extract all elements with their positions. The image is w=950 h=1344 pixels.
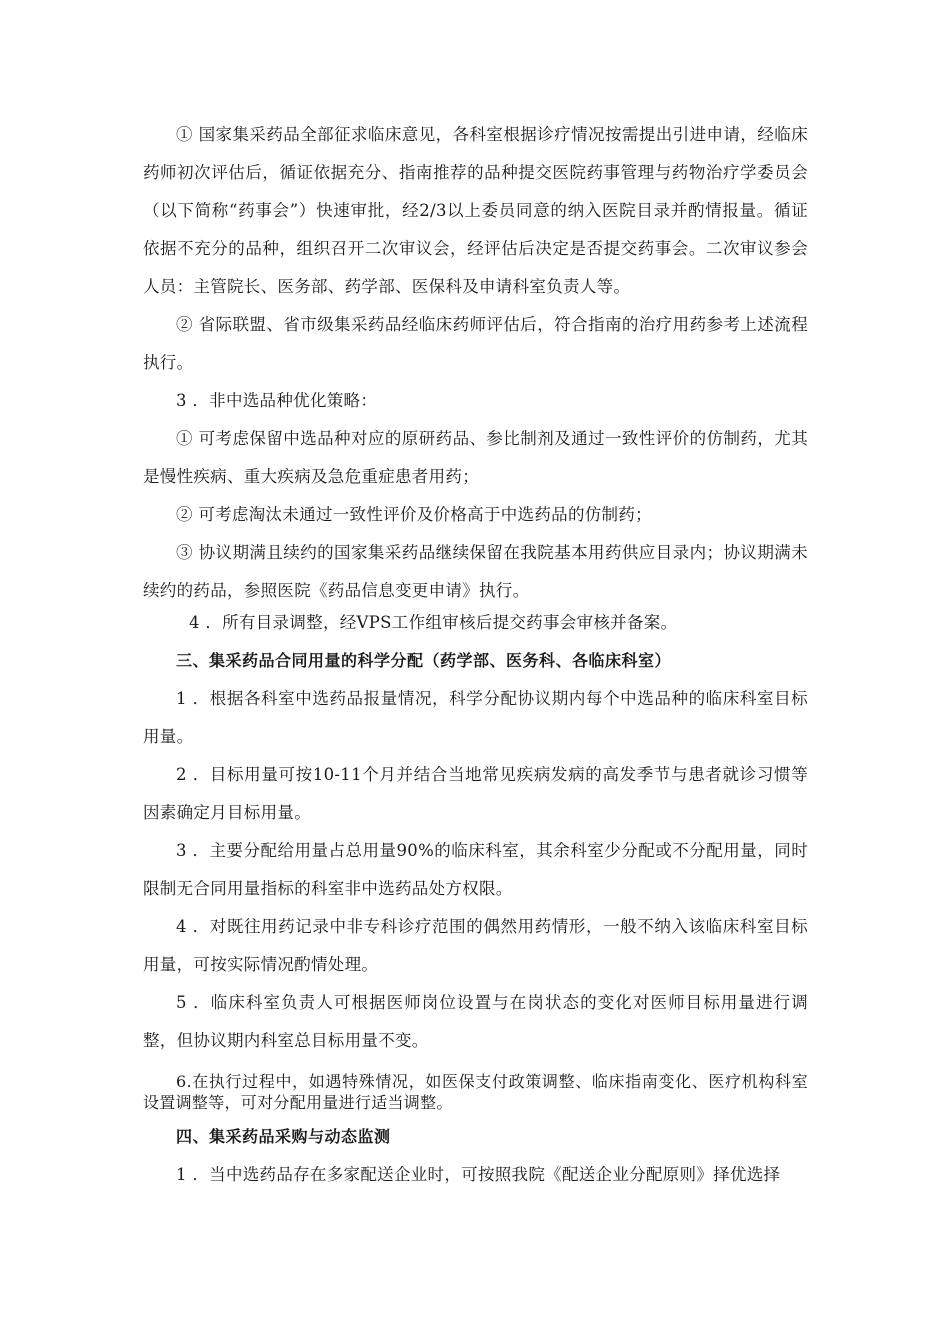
paragraph-occasional-usage: 4 ．对既往用药记录中非专科诊疗范围的偶然用药情形，一般不纳入该临床科室目标用量，可按实际情况酌情处理。: [143, 917, 808, 974]
paragraph-eliminate-generics: ② 可考虑淘汰未通过一致性评价及价格高于中选药品的仿制药；: [176, 505, 652, 524]
paragraph-monthly-target: 2 ．目标用量可按10-11个月并结合当地常见疾病发病的高发季节与患者就诊习惯等因素确定月目标用量。: [143, 765, 808, 822]
paragraph-department-head-adjustment: 5 ．临床科室负责人可根据医师岗位设置与在岗状态的变化对医师目标用量进行调整，但协议期内科室总目标用量不变。: [143, 993, 808, 1050]
paragraph-national-procurement-review: ① 国家集采药品全部征求临床意见，各科室根据诊疗情况按需提出引进申请，经临床药师初次评估后，循证依据充分、指南推荐的品种提交医院药事管理与药物治疗学委员会（以下简称“药事会”）快速审批，经2/3以上委员同意的纳入医院目录并酌情报量。循证依据不充分的品种，组织召开二次审议会，经评估后决定是否提交药事会。二次审议参会人员：主管院长、医务部、药学部、医保科及申请科室负责人等。: [143, 125, 808, 296]
paragraph-agreement-expiry: ③ 协议期满且续约的国家集采药品继续保留在我院基本用药供应目录内；协议期满未续约的药品，参照医院《药品信息变更申请》执行。: [143, 543, 808, 600]
paragraph-retain-original-drugs: ① 可考虑保留中选品种对应的原研药品、参比制剂及通过一致性评价的仿制药，尤其是慢性疾病、重大疾病及急危重症患者用药；: [143, 429, 808, 486]
paragraph-main-allocation: 3 ．主要分配给用量占总用量90%的临床科室，其余科室少分配或不分配用量，同时限制无合同用量指标的科室非中选药品处方权限。: [143, 841, 808, 898]
paragraph-distribution-enterprises: 1 ．当中选药品存在多家配送企业时，可按照我院《配送企业分配原则》择优选择: [176, 1165, 781, 1184]
paragraph-special-circumstances: 6.在执行过程中，如遇特殊情况，如医保支付政策调整、临床指南变化、医疗机构科室设置调整等，可对分配用量进行适当调整。: [143, 1072, 808, 1112]
paragraph-allocation-by-department: 1 ．根据各科室中选药品报量情况，科学分配协议期内每个中选品种的临床科室目标用量。: [143, 689, 808, 746]
section-heading-contract-allocation: 三、集采药品合同用量的科学分配（药学部、医务科、各临床科室）: [176, 651, 672, 670]
paragraph-catalog-adjustment: 4 ．所有目录调整，经VPS工作组审核后提交药事会审核并备案。: [189, 613, 678, 632]
section-heading-procurement-monitoring: 四、集采药品采购与动态监测: [176, 1127, 391, 1146]
paragraph-non-selected-strategy-heading: 3 ．非中选品种优化策略：: [176, 391, 378, 410]
paragraph-provincial-procurement: ② 省际联盟、省市级集采药品经临床药师评估后，符合指南的治疗用药参考上述流程执行。: [143, 315, 808, 372]
